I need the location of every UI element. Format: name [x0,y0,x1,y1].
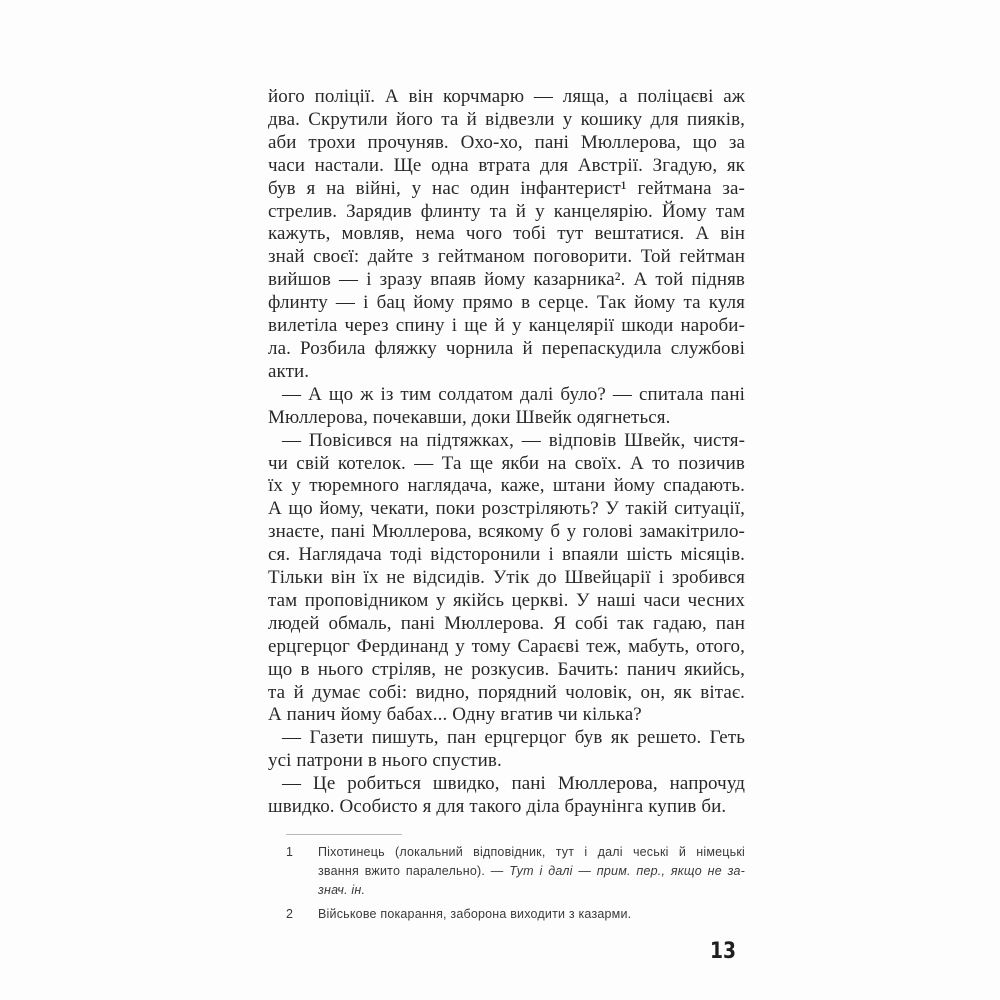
footnote-segment: Військове покарання, заборона виходити з казарми. [318,907,632,921]
footnote-segment-italic: Тут і далі — прим. пер., якщо не за- [509,864,745,878]
text-line: що в нього стріляв, не розкусив. Бачить: панич якийсь, [268,658,745,680]
paragraph [268,384,745,430]
footnote-segment: Піхотинець (локальний відповідник, тут і далі чеські й німецькі [318,845,745,859]
text-line: вилетіла через спину і ще й у канцелярії шкоди нароби- [268,315,745,337]
footnote-item [286,843,745,900]
text-line: ла. Розбила фляжку чорнила й перепаскудила службові [268,337,745,359]
text-line: був я на війні, у нас один інфантерист¹ гейтмана за- [268,177,745,199]
text-line: — Повісився на підтяжках, — відповів Швейк, чистя- [282,429,745,451]
text-line: Тільки він їх не відсидів. Утік до Швейцарії і зробився [268,567,745,589]
text-line: ерцгерцог Фердинанд у тому Сараєві теж, мабуть, отого, [268,635,745,657]
text-line: А панич йому бабах... Одну вгатив чи кілька? [268,704,642,726]
paragraph [268,430,745,728]
text-line: два. Скрутили його та й відвезли у кошику для пияків, [268,108,745,130]
text-line: — Це робиться швидко, пані Мюллерова, напрочуд [282,773,745,795]
text-line: Мюллерова, почекавши, доки Швейк одягнеться. [268,406,671,428]
text-line: флинту — і бац йому прямо в серце. Так йому та куля [268,292,745,314]
footnote-text [318,843,745,900]
paragraph [268,773,745,819]
page-number: 13 [709,939,737,964]
text-line: їх у тюремного наглядача, каже, штани йому спадають. [268,475,745,497]
footnote-line [318,905,745,924]
footnote-text [318,905,745,924]
text-line: вийшов — і зразу впаяв йому казарника². А той підняв [268,269,745,291]
text-line: його поліції. А він корчмарю — ляща, а поліцаєві аж [268,86,745,107]
body-text [268,86,745,819]
footnote-item [286,905,745,924]
text-line: А що йому, чекати, поки розстріляють? У такій ситуації, [268,498,745,520]
text-line: людей обмаль, пані Мюллерова. Я собі так гадаю, пан [268,612,745,634]
text-line: чи свій котелок. — Та ще якби на своїх. А то позичив [268,452,745,474]
footnote-line [318,843,745,862]
text-line: кажуть, мовляв, нема чого тобі тут вештатися. А він [268,223,745,245]
footnote-number: 2 [286,907,294,921]
footnote-segment: звання вжито паралельно). — [318,864,510,878]
footnote-list [286,843,745,924]
text-line: знаєте, пані Мюллерова, всякому б у голові замакітрило- [268,521,745,543]
text-line: там проповідником у якійсь церкві. У наші часи чесних [268,589,745,611]
text-line: — Газети пишуть, пан ерцгерцог був як решето. Геть [282,727,745,749]
paragraph [268,727,745,773]
text-line: та й думає собі: видно, порядний чоловік, он, як вітає. [268,681,745,703]
text-line: усі патрони в нього спустив. [268,750,502,772]
text-line: швидко. Особисто я для такого діла браунінга купив би. [268,796,727,818]
footnote-number: 1 [286,845,294,859]
text-line: часи настали. Ще одна втрата для Австрії. Згадую, як [268,154,745,176]
text-line: аби трохи прочуняв. Охо-хо, пані Мюллерова, що за [268,131,745,153]
text-line: акти. [268,360,310,382]
footnote-line [318,881,745,900]
paragraph [268,86,745,384]
text-line: стрелив. Зарядив флинту та й у канцелярію. Йому там [268,200,745,222]
text-line: — А що ж із тим солдатом далі було? — спитала пані [282,383,745,405]
footnotes-section [286,834,745,929]
footnote-line [318,862,745,881]
text-line: знай своєї: дайте з гейтманом поговорити. Той гейтман [268,246,745,268]
text-line: ся. Наглядача тоді відсторонили і впаяли шість місяців. [268,544,745,566]
footnote-segment-italic: знач. ін. [318,883,366,897]
footnote-divider [286,834,402,835]
